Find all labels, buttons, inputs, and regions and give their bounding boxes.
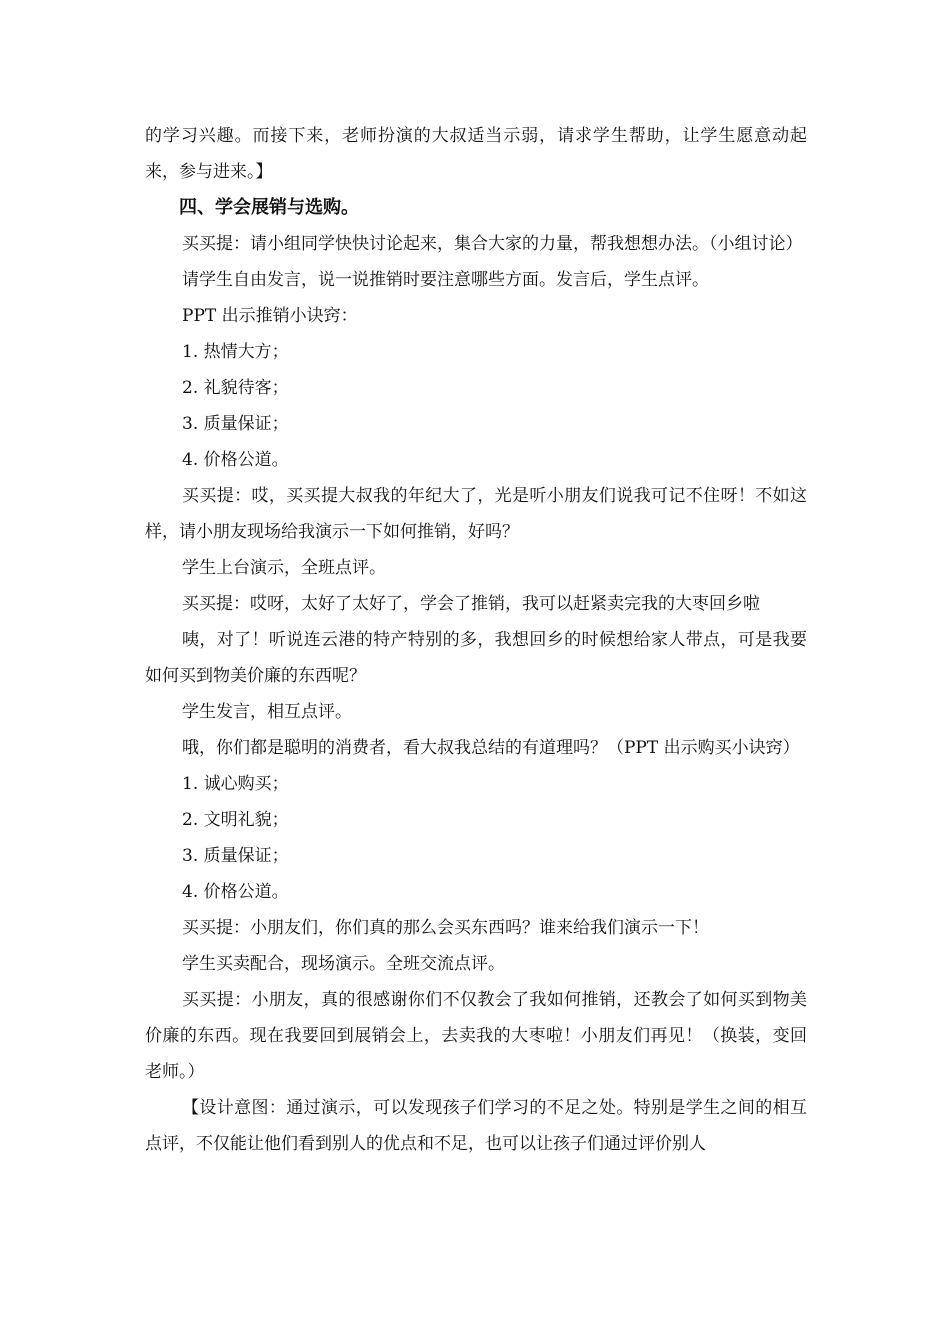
paragraph: PPT 出示推销小诀窍： (182, 306, 358, 326)
list-item: 4. 价格公道。 (182, 450, 289, 470)
paragraph: 买买提：哎，买买提大叔我的年纪大了，光是听小朋友们说我可记不住呀！不如这样，请小朋友现场给我演示一下如何推销，好吗？ (145, 486, 807, 542)
list-item: 4. 价格公道。 (182, 882, 289, 902)
list-item: 1. 热情大方； (182, 342, 289, 362)
paragraph: 哦，你们都是聪明的消费者，看大叔我总结的有道理吗？（PPT 出示购买小诀窍） (182, 738, 800, 758)
list-item: 1. 诚心购买； (182, 774, 289, 794)
paragraph: 买买提：请小组同学快快讨论起来，集合大家的力量，帮我想想办法。（小组讨论） (182, 234, 803, 254)
list-item: 3. 质量保证； (182, 846, 289, 866)
list-item: 2. 文明礼貌； (182, 810, 289, 830)
section-heading: 四、学会展销与选购。 (179, 197, 359, 218)
paragraph: 学生买卖配合，现场演示。全班交流点评。 (182, 954, 505, 974)
list-item: 3. 质量保证； (182, 414, 289, 434)
paragraph: 买买提：小朋友，真的很感谢你们不仅教会了我如何推销，还教会了如何买到物美价廉的东西。现在我要回到展销会上，去卖我的大枣啦！小朋友们再见！（换装，变回老师。） (145, 990, 807, 1082)
paragraph: 学生发言，相互点评。 (182, 702, 352, 722)
document-page (145, 118, 807, 1162)
paragraph: 的学习兴趣。而接下来，老师扮演的大叔适当示弱，请求学生帮助，让学生愿意动起来，参与进来。】 (145, 126, 807, 182)
paragraph: 买买提：小朋友们，你们真的那么会买东西吗？谁来给我们演示一下！ (182, 918, 709, 938)
paragraph: 【设计意图：通过演示，可以发现孩子们学习的不足之处。特别是学生之间的相互点评，不仅能让他们看到别人的优点和不足，也可以让孩子们通过评价别人 (145, 1098, 807, 1154)
paragraph: 学生上台演示，全班点评。 (182, 558, 386, 578)
list-item: 2. 礼貌待客； (182, 378, 289, 398)
paragraph: 请学生自由发言，说一说推销时要注意哪些方面。发言后，学生点评。 (182, 270, 709, 290)
paragraph: 买买提：哎呀，太好了太好了，学会了推销，我可以赶紧卖完我的大枣回乡啦 (182, 594, 760, 614)
paragraph: 咦，对了！听说连云港的特产特别的多，我想回乡的时候想给家人带点，可是我要如何买到物美价廉的东西呢？ (145, 630, 807, 686)
